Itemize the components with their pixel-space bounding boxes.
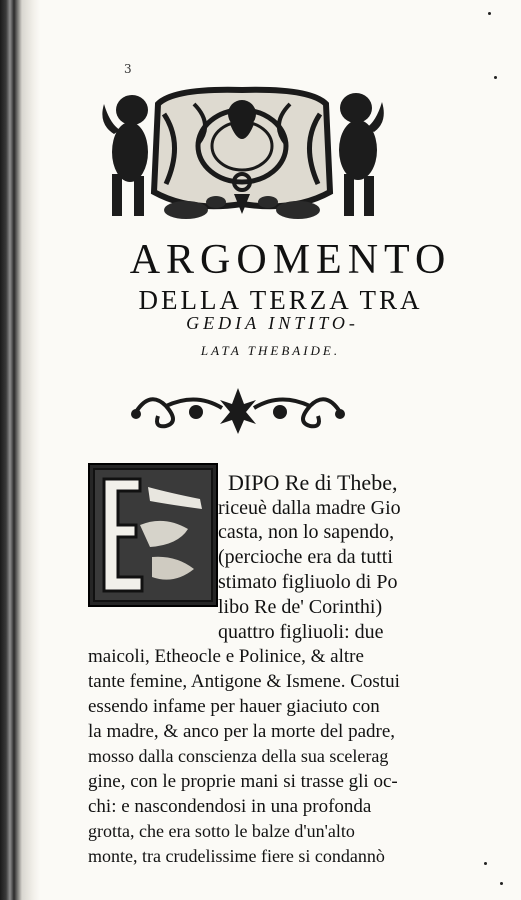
body-line-3: casta, non lo sapendo, <box>218 521 395 543</box>
body-line-10: essendo infame per hauer giaciuto con <box>88 696 380 717</box>
title-line-3: GEDIA INTITO- <box>186 313 359 333</box>
headpiece-woodcut-ornament <box>94 84 390 226</box>
body-line-8: maicoli, Etheocle e Polinice, & altre <box>88 646 364 667</box>
floral-ornament-band <box>126 382 350 436</box>
body-line-15: grotta, che era sotto le balze d'un'alto <box>88 821 355 841</box>
body-line-9: tante femine, Antigone & Ismene. Costui <box>88 671 400 692</box>
book-binding-edge <box>0 0 40 900</box>
page-mark: 3 <box>124 62 132 76</box>
title-line-1: ARGOMENTO <box>129 237 452 283</box>
body-line-16: monte, tra crudelissime fiere si condannò <box>88 846 385 866</box>
left-putto-figure <box>102 95 148 216</box>
title-line-2: DELLA TERZA TRA <box>138 285 423 315</box>
body-line-2: riceuè dalla madre Gio <box>218 497 401 519</box>
title-line-4: LATA THEBAIDE. <box>200 343 341 358</box>
body-line-6: libo Re de' Corinthi) <box>218 596 383 618</box>
body-line-13: gine, con le proprie mani si trasse gli oc- <box>88 771 398 792</box>
body-line-14: chi: e nascondendosi in una profonda <box>88 796 372 817</box>
body-line-12: mosso dalla conscienza della sua scelerag <box>88 746 389 766</box>
body-line-4: (percioche era da tutti <box>218 546 393 568</box>
body-line-7: quattro figliuoli: due <box>218 621 384 643</box>
body-line-5: stimato figliuolo di Po <box>218 571 398 593</box>
right-putto-figure <box>339 93 384 216</box>
body-line-11: la madre, & anco per la morte del padre, <box>88 721 396 742</box>
decorated-initial-e <box>88 463 218 607</box>
body-line-1: DIPO Re di Thebe, <box>228 470 398 495</box>
